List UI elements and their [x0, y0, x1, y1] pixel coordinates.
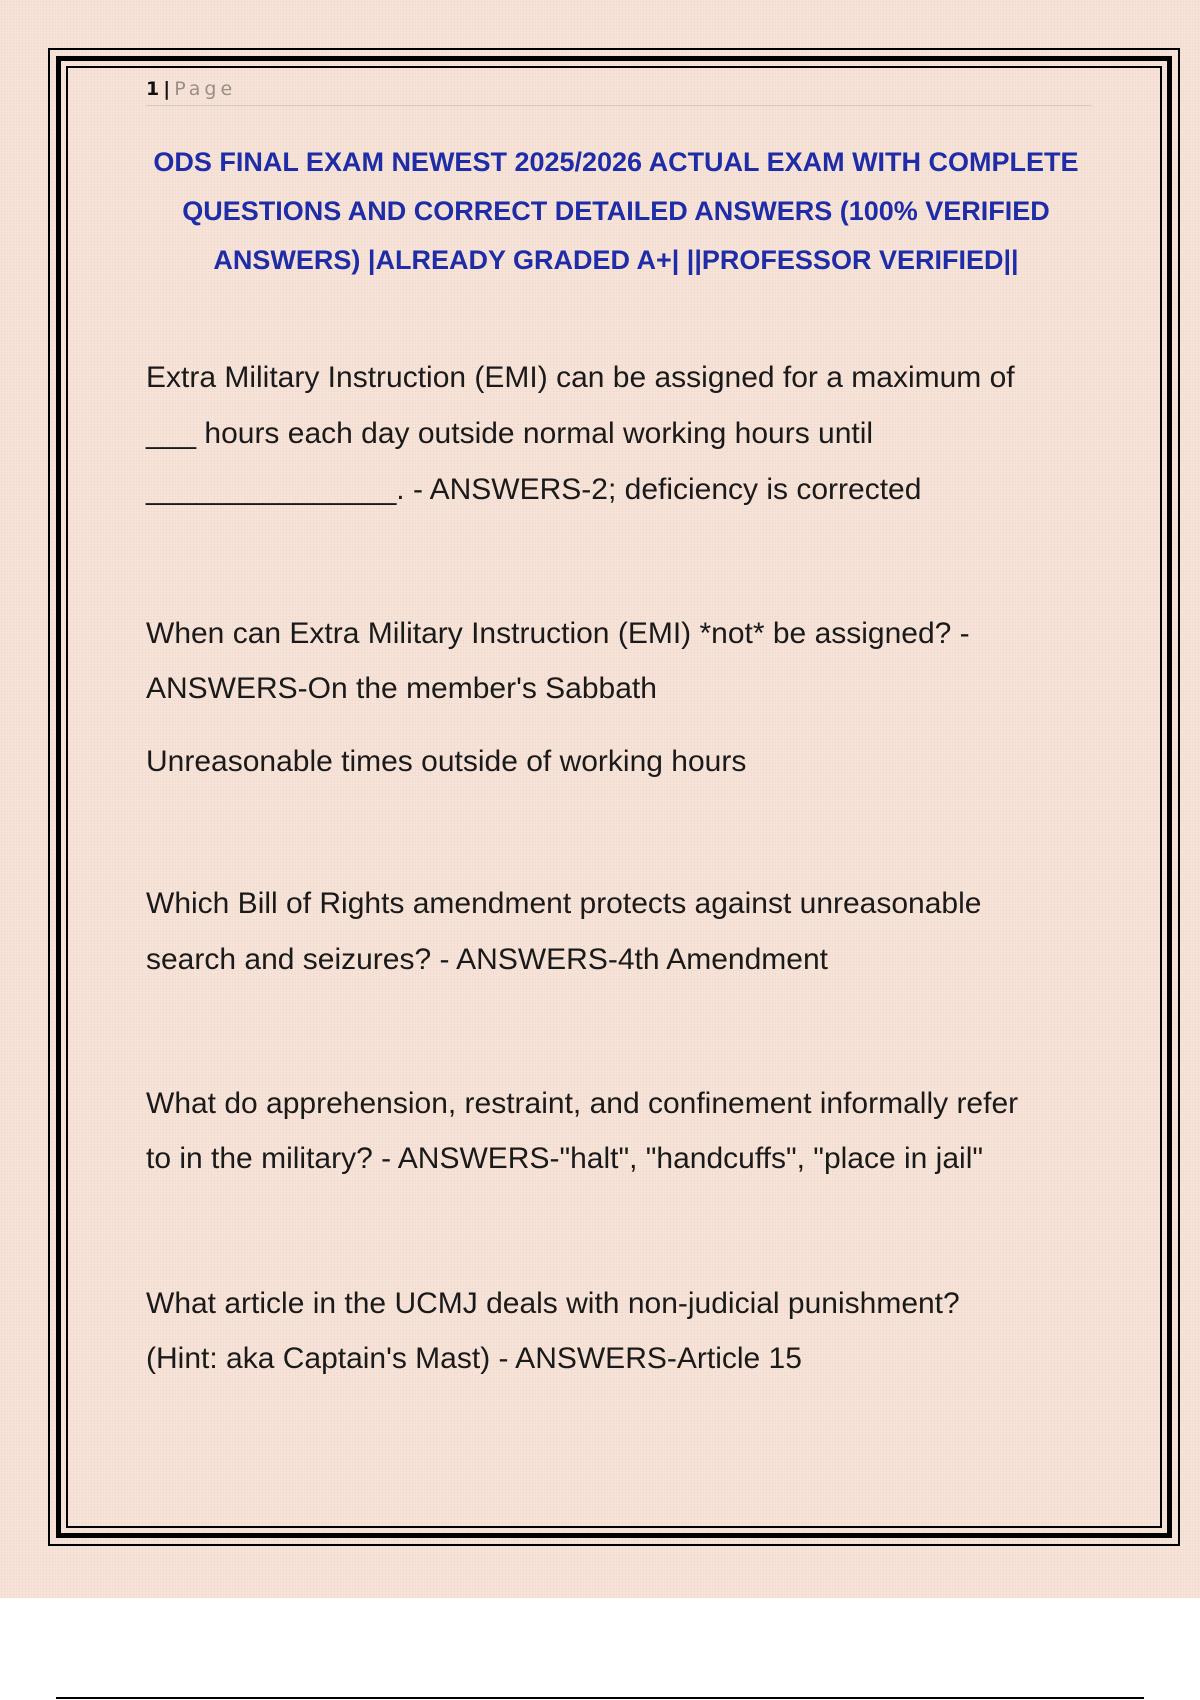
qa-line: What do apprehension, restraint, and confinement informally refer: [146, 1087, 1019, 1120]
qa-line: _______________. - ANSWERS-2; deficiency is corrected: [146, 473, 922, 506]
qa-item-emi-max-hours: [146, 350, 1092, 518]
qa-item-ucmj-article: [146, 1276, 1092, 1386]
qa-line: ANSWERS-On the member's Sabbath: [146, 672, 657, 705]
qa-line: search and seizures? - ANSWERS-4th Amendment: [146, 943, 828, 976]
qa-item-extra-line: Unreasonable times outside of working hours: [146, 745, 747, 778]
qa-line: Extra Military Instruction (EMI) can be assigned for a maximum of: [146, 361, 1015, 394]
document-title: ODS FINAL EXAM NEWEST 2025/2026 ACTUAL EXAM WITH COMPLETE QUESTIONS AND CORRECT DETAILED ANSWERS (100% VERIFIED ANSWERS) |ALREADY GRADED A+| ||PROFESSOR VERIFIED||: [153, 147, 1079, 275]
qa-line: What article in the UCMJ deals with non-judicial punishment?: [146, 1287, 960, 1320]
qa-item-emi-not-assigned: [146, 606, 1092, 716]
qa-line: (Hint: aka Captain's Mast) - ANSWERS-Article 15: [146, 1342, 802, 1375]
qa-line: ___ hours each day outside normal working hours until: [146, 417, 874, 450]
page-number: 1: [146, 78, 160, 100]
next-page-divider: [56, 1697, 1144, 1699]
qa-line: to in the military? - ANSWERS-"halt", "handcuffs", "place in jail": [146, 1142, 984, 1175]
qa-line: When can Extra Military Instruction (EMI) *not* be assigned? -: [146, 617, 970, 650]
qa-item-bill-of-rights: [146, 876, 1092, 988]
page-header: [146, 74, 1092, 106]
page-separator: |: [163, 78, 171, 100]
qa-line: Which Bill of Rights amendment protects against unreasonable: [146, 887, 982, 920]
qa-item-apprehension: [146, 1076, 1092, 1186]
page-label: Page: [174, 78, 237, 100]
